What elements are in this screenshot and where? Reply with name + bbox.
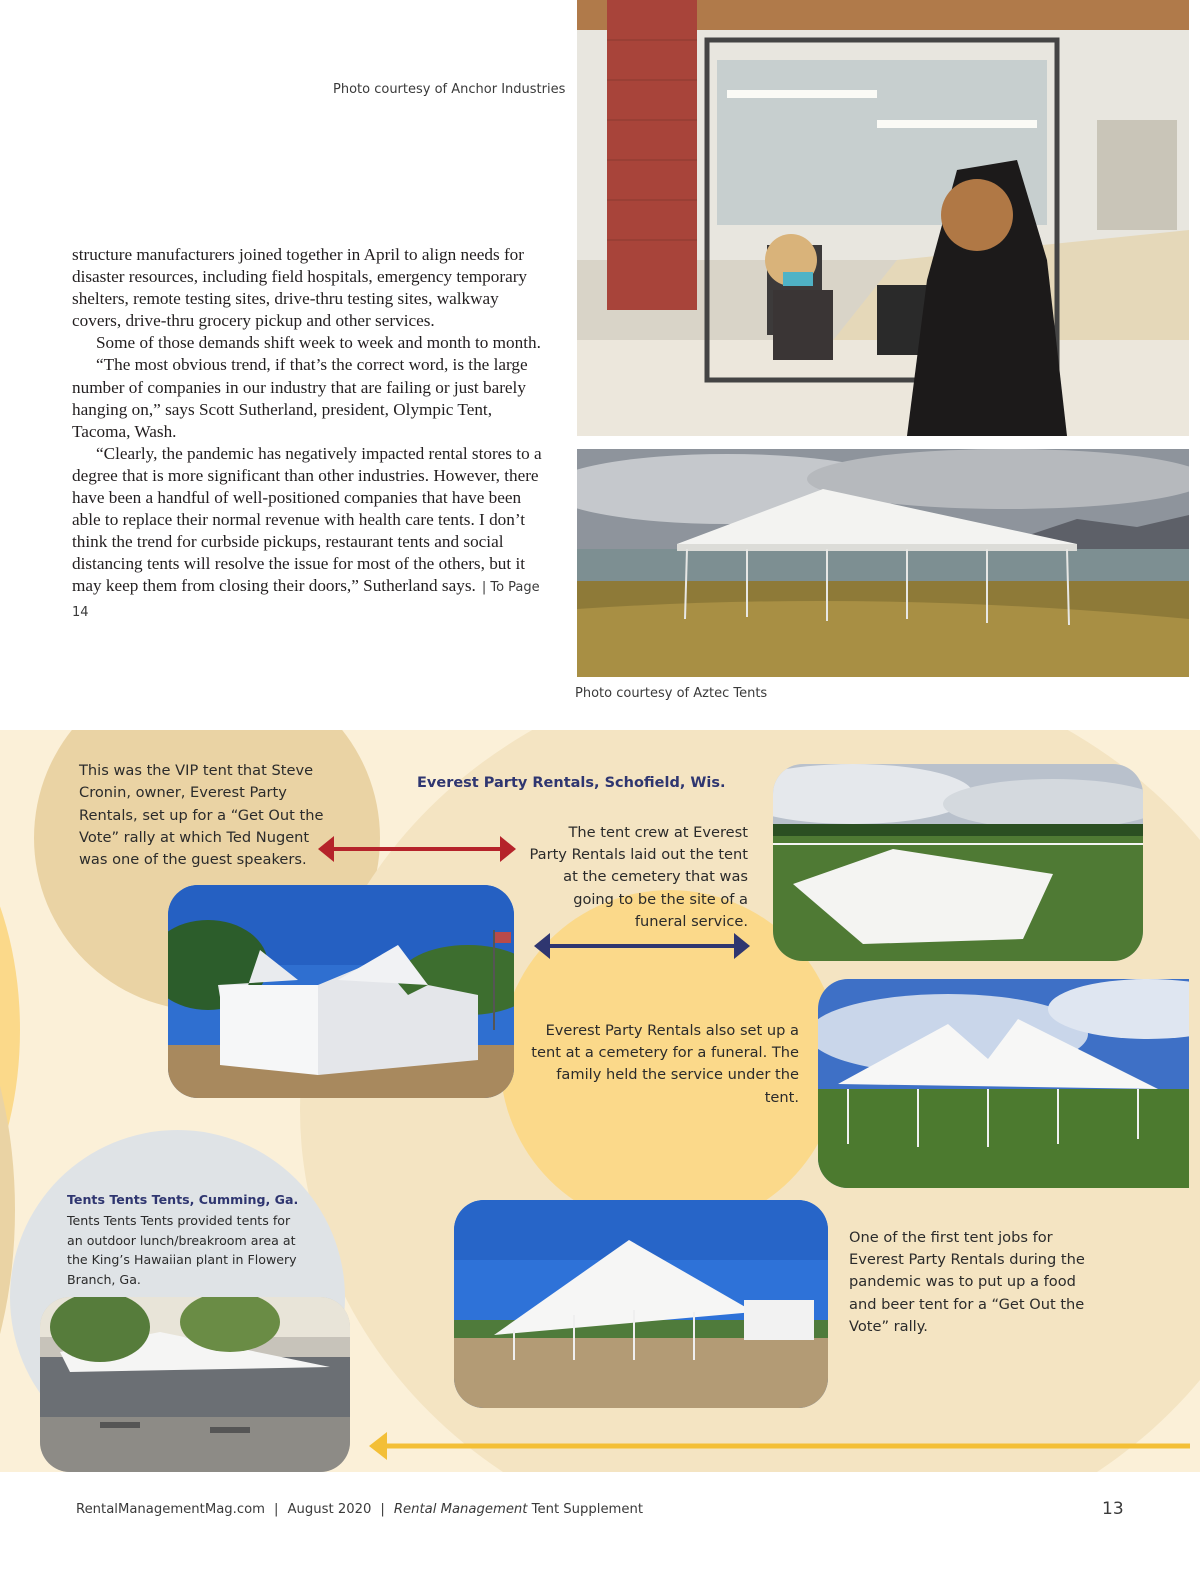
continuation-link[interactable]: | To Page 14	[72, 580, 540, 620]
article-body	[72, 244, 542, 624]
footer-date: August 2020	[287, 1502, 372, 1517]
caption-first-job: One of the first tent jobs for Everest Party Rentals during the pandemic was to put up a food and beer tent for a “Get Out the Vote” rally.	[849, 1229, 1085, 1335]
article-paragraph: “The most obvious trend, if that’s the correct word, is the large number of companies in our industry that are failing or just barely hanging on,” says Scott Sutherland, president, Olympic Tent, Tacoma, Wash.	[72, 355, 528, 441]
footer-separator: |	[380, 1502, 385, 1517]
lakeside-pole-tent-photo	[577, 449, 1189, 677]
funeral-tent-photo	[818, 979, 1189, 1188]
footer-publication-title: Rental Management	[393, 1502, 528, 1517]
red-double-arrow	[318, 834, 516, 864]
photo-credit-aztec: Photo courtesy of Aztec Tents	[575, 686, 768, 701]
page-footer	[76, 1502, 643, 1517]
footer-separator: |	[274, 1502, 279, 1517]
tent-crew-layout-photo	[773, 764, 1143, 961]
caption-title-tents-tents-tents: Tents Tents Tents, Cumming, Ga.	[67, 1192, 299, 1207]
footer-site[interactable]: RentalManagementMag.com	[76, 1502, 266, 1517]
caption-tent-crew: The tent crew at Everest Party Rentals laid out the tent at the cemetery that was going to be the site of a funeral service.	[529, 824, 748, 930]
office-sneeze-guard-photo	[577, 0, 1189, 436]
footer-publication-suffix: Tent Supplement	[527, 1502, 644, 1517]
vip-tent-photo	[168, 885, 514, 1098]
article-paragraph: “Clearly, the pandemic has negatively impacted rental stores to a degree that is more significant than other industries. However, there have been a handful of well-positioned companies that have been able to replace their normal revenue with health care tents. I don’t think the trend for curbside pickups, restaurant tents and social distancing tents will resolve the issue for most of the others, but it may keep them from closing their doors,” Sutherland says.	[72, 443, 542, 596]
caption-title-everest: Everest Party Rentals, Schofield, Wis.	[417, 775, 726, 791]
food-beer-tent-photo	[454, 1200, 828, 1408]
yellow-arrow	[369, 1431, 1190, 1461]
navy-double-arrow	[534, 931, 750, 961]
caption-kings-hawaiian: Tents Tents Tents provided tents for an outdoor lunch/breakroom area at the King’s Hawaiian plant in Flowery Branch, Ga.	[67, 1213, 297, 1287]
photo-credit-anchor: Photo courtesy of Anchor Industries	[333, 82, 566, 97]
caption-vip-tent: This was the VIP tent that Steve Cronin, owner, Everest Party Rentals, set up for a “Get Out the Vote” rally at which Ted Nugent was one of the guest speakers.	[79, 762, 324, 869]
article-paragraph: structure manufacturers joined together in April to align needs for disaster resources, including field hospitals, emergency temporary shelters, remote testing sites, drive-thru testing sites, walkway covers, drive-thru grocery pickup and other services.	[72, 245, 528, 331]
article-paragraph: Some of those demands shift week to week and month to month.	[96, 333, 541, 353]
kings-hawaiian-breakroom-tent-photo	[40, 1297, 350, 1472]
caption-funeral-tent: Everest Party Rentals also set up a tent at a cemetery for a funeral. The family held the service under the tent.	[531, 1022, 799, 1106]
page-number: 13	[1102, 1499, 1124, 1519]
